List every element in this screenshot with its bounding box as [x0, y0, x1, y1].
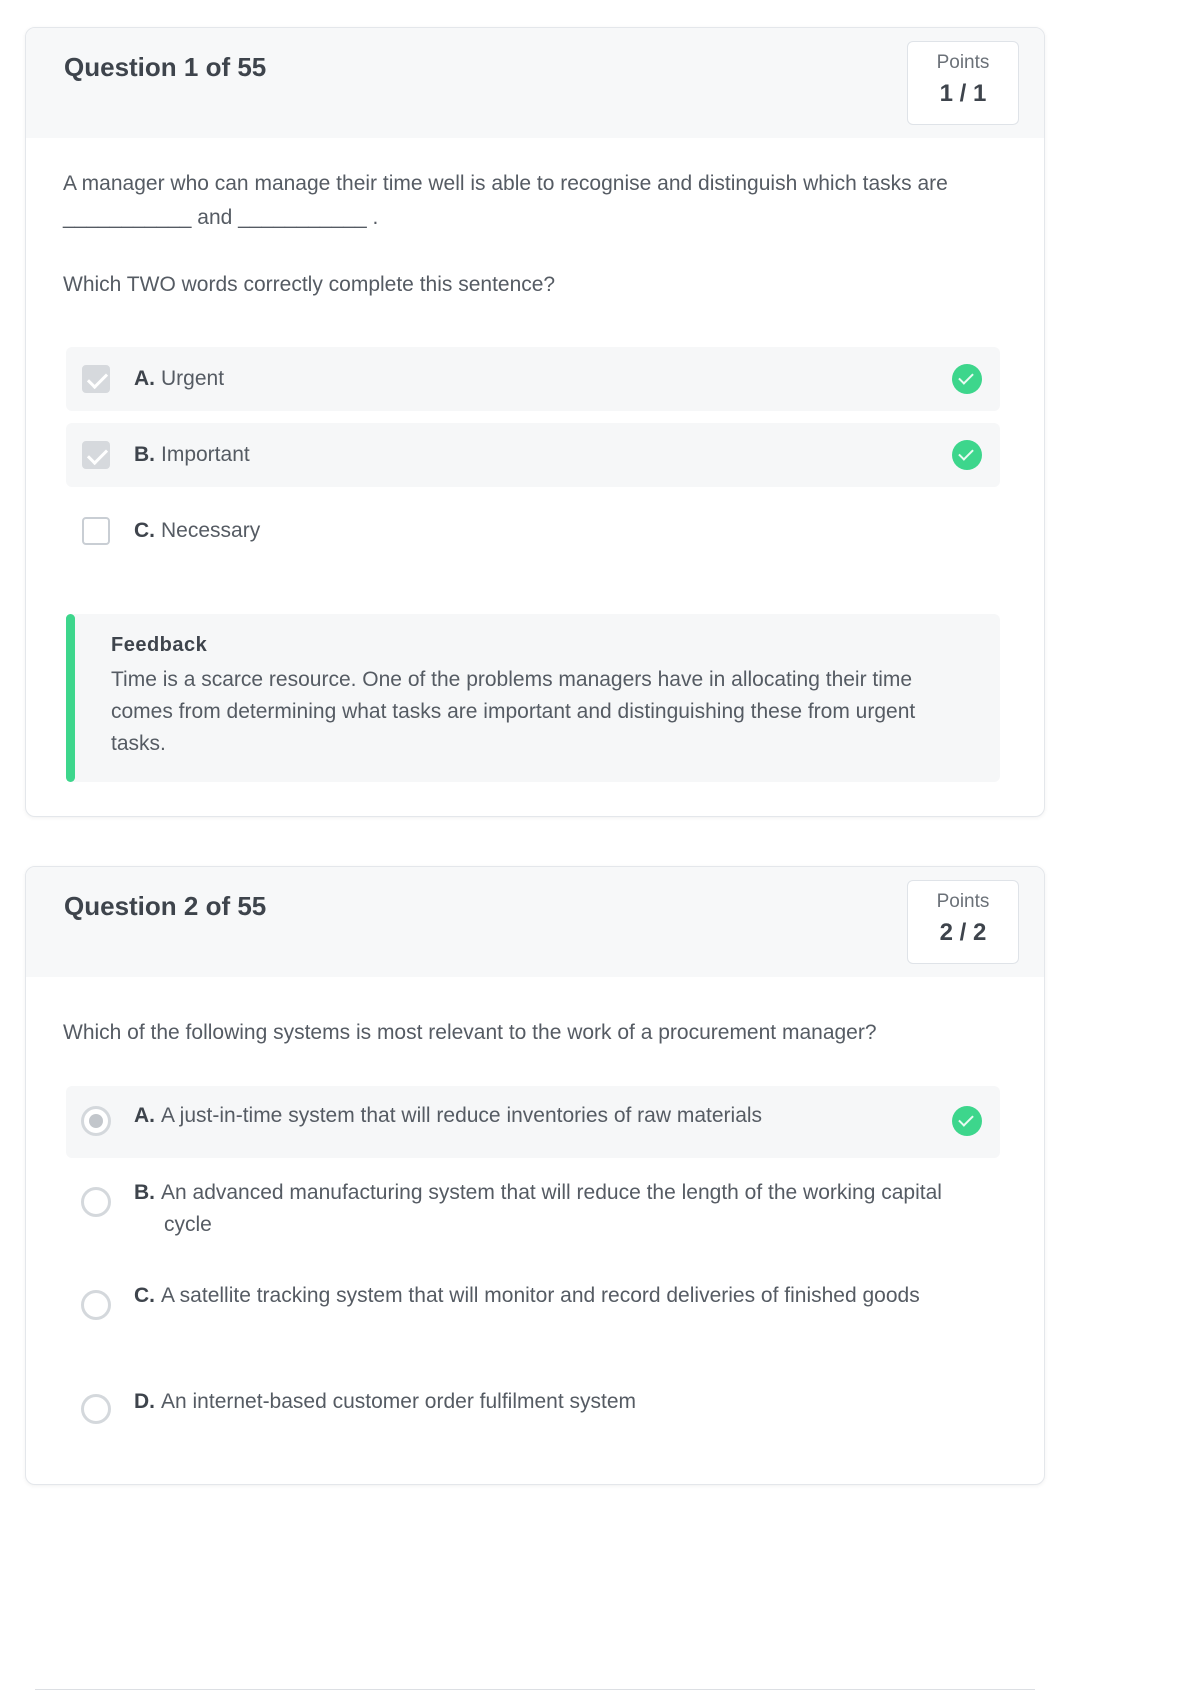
option-label [134, 363, 224, 395]
check-circle-icon [952, 364, 982, 394]
points-label: Points [936, 52, 990, 73]
option-letter: C. [134, 1284, 155, 1307]
option-label [134, 1177, 954, 1241]
question-stem: Which of the following systems is most relevant to the work of a procurement manager? [63, 1021, 877, 1044]
points-value: 1 / 1 [939, 80, 987, 107]
option-letter: B. [134, 443, 155, 466]
feedback-panel [66, 614, 1000, 782]
checkbox-checked[interactable] [82, 441, 110, 469]
option-text: Necessary [161, 519, 261, 542]
feedback-title: Feedback [111, 634, 208, 656]
option-c[interactable] [66, 499, 1000, 563]
question-prompt: Which TWO words correctly complete this sentence? [63, 273, 556, 296]
option-text: Important [161, 443, 250, 466]
points-label: Points [936, 891, 990, 912]
question-title: Question 1 of 55 [64, 52, 267, 82]
checkbox-checked[interactable] [82, 365, 110, 393]
question-stem [63, 167, 1013, 235]
option-label [134, 1386, 924, 1418]
option-letter: A. [134, 367, 155, 390]
question-title: Question 2 of 55 [64, 891, 267, 921]
option-letter: D. [134, 1390, 155, 1413]
option-a[interactable] [66, 347, 1000, 411]
option-text: A satellite tracking system that will monitor and record deliveries of finished goods [161, 1284, 920, 1307]
option-label [134, 515, 260, 547]
option-b[interactable] [66, 1167, 1000, 1261]
question-card-1 [25, 27, 1045, 817]
option-label [134, 1100, 934, 1132]
footer-divider [35, 1689, 1035, 1690]
feedback-accent-bar [66, 614, 75, 782]
check-circle-icon [952, 1106, 982, 1136]
points-value: 2 / 2 [939, 919, 987, 946]
option-text: Urgent [161, 367, 225, 390]
option-a[interactable] [66, 1086, 1000, 1158]
option-text: An advanced manufacturing system that will reduce the length of the working capital cycle [161, 1181, 942, 1236]
question-header [26, 28, 1044, 138]
option-text: A just-in-time system that will reduce inventories of raw materials [161, 1104, 763, 1127]
feedback-text: Time is a scarce resource. One of the problems managers have in allocating their time comes from determining what tasks are important and distinguishing these from urgent tasks. [111, 668, 916, 755]
option-text: An internet-based customer order fulfilment system [161, 1390, 637, 1413]
points-box [907, 880, 1019, 964]
radio-unselected[interactable] [81, 1187, 111, 1217]
question-header [26, 867, 1044, 977]
option-label [134, 439, 250, 471]
option-letter: B. [134, 1181, 155, 1204]
option-c[interactable] [66, 1270, 1000, 1364]
checkbox-unchecked[interactable] [82, 517, 110, 545]
radio-unselected[interactable] [81, 1394, 111, 1424]
option-d[interactable] [66, 1376, 1000, 1440]
points-box [907, 41, 1019, 125]
check-circle-icon [952, 440, 982, 470]
question-card-2 [25, 866, 1045, 1485]
option-letter: A. [134, 1104, 155, 1127]
question-stem-line-2: ___________ and ___________ . [63, 206, 379, 229]
option-letter: C. [134, 519, 155, 542]
radio-selected[interactable] [81, 1106, 111, 1136]
radio-unselected[interactable] [81, 1290, 111, 1320]
option-label [134, 1280, 954, 1312]
question-stem-line-1: A manager who can manage their time well is able to recognise and distinguish which tasks are [63, 172, 948, 195]
option-b[interactable] [66, 423, 1000, 487]
